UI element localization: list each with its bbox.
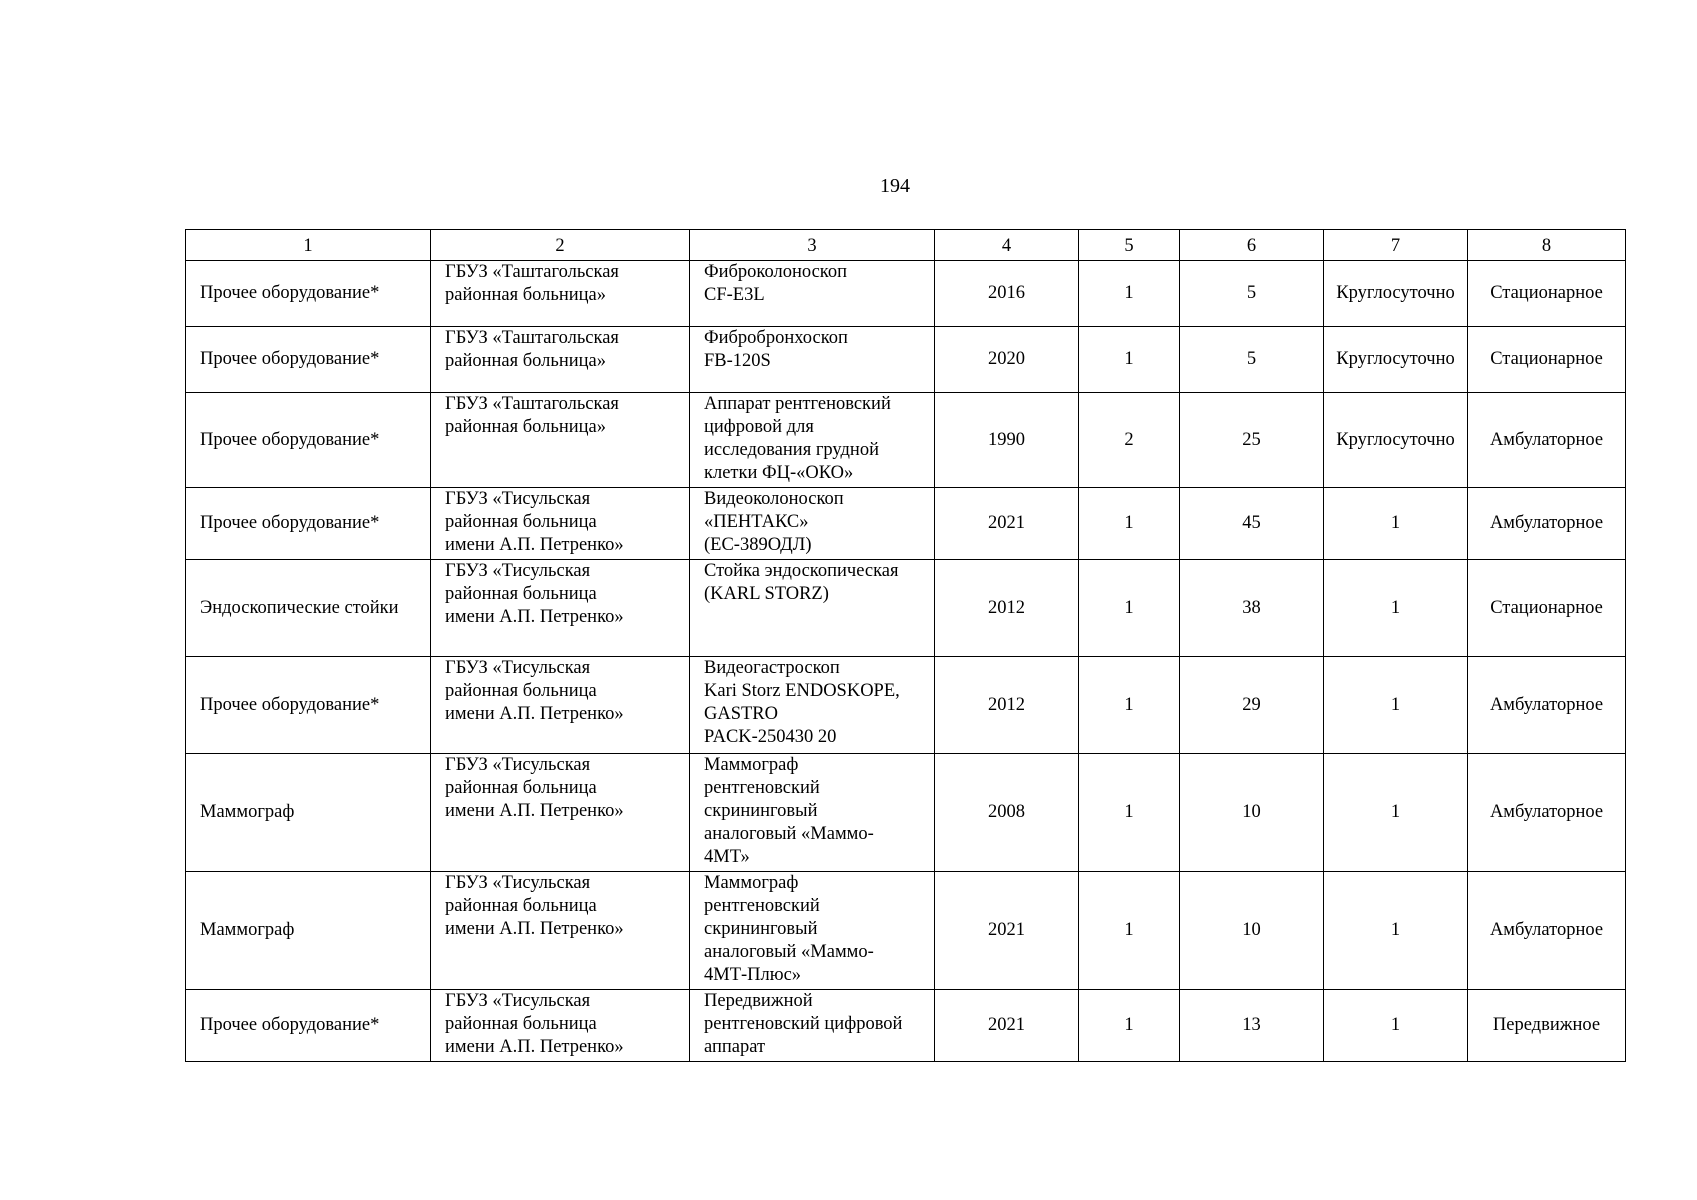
column-6-cell: 5 — [1180, 261, 1324, 327]
equipment-type-cell: Прочее оборудование* — [186, 327, 431, 393]
equipment-type-cell: Прочее оборудование* — [186, 393, 431, 488]
equipment-name-cell: Маммограф рентгеновский скрининговый аналоговый «Маммо- 4МТ-Плюс» — [690, 872, 935, 990]
column-7-cell: Круглосуточно — [1324, 327, 1468, 393]
organization-cell: ГБУЗ «Тисульская районная больница имени А.П. Петренко» — [431, 872, 690, 990]
column-6-cell: 13 — [1180, 990, 1324, 1062]
column-7-cell: 1 — [1324, 560, 1468, 657]
table-row — [186, 393, 1626, 488]
quantity-cell: 1 — [1079, 261, 1180, 327]
year-cell: 1990 — [935, 393, 1079, 488]
column-7-cell: 1 — [1324, 657, 1468, 754]
equipment-type-cell: Прочее оборудование* — [186, 261, 431, 327]
header-row — [186, 230, 1626, 261]
equipment-type-cell: Прочее оборудование* — [186, 990, 431, 1062]
quantity-cell: 1 — [1079, 560, 1180, 657]
column-6-cell: 29 — [1180, 657, 1324, 754]
table-row — [186, 261, 1626, 327]
equipment-name-cell: Фиброколоноскоп CF-E3L — [690, 261, 935, 327]
quantity-cell: 1 — [1079, 872, 1180, 990]
equipment-name-cell: Передвижной рентгеновский цифровой аппарат — [690, 990, 935, 1062]
equipment-type-cell: Маммограф — [186, 872, 431, 990]
quantity-cell: 2 — [1079, 393, 1180, 488]
column-6-cell: 45 — [1180, 488, 1324, 560]
column-7-cell: 1 — [1324, 872, 1468, 990]
column-7-cell: Круглосуточно — [1324, 393, 1468, 488]
organization-cell: ГБУЗ «Тисульская районная больница имени А.П. Петренко» — [431, 488, 690, 560]
year-cell: 2012 — [935, 657, 1079, 754]
organization-cell: ГБУЗ «Таштагольская районная больница» — [431, 261, 690, 327]
column-6-cell: 5 — [1180, 327, 1324, 393]
column-7-cell: 1 — [1324, 754, 1468, 872]
column-header: 1 — [186, 230, 431, 261]
organization-cell: ГБУЗ «Таштагольская районная больница» — [431, 393, 690, 488]
equipment-name-cell: Фибробронхоскоп FB-120S — [690, 327, 935, 393]
table-row — [186, 560, 1626, 657]
equipment-type-cell: Маммограф — [186, 754, 431, 872]
quantity-cell: 1 — [1079, 327, 1180, 393]
column-6-cell: 10 — [1180, 872, 1324, 990]
column-8-cell: Амбулаторное — [1468, 754, 1626, 872]
column-7-cell: 1 — [1324, 488, 1468, 560]
year-cell: 2021 — [935, 488, 1079, 560]
year-cell: 2008 — [935, 754, 1079, 872]
equipment-name-cell: Видеоколоноскоп «ПЕНТАКС» (ЕС-389ОДЛ) — [690, 488, 935, 560]
equipment-name-cell: Маммограф рентгеновский скрининговый аналоговый «Маммо- 4МТ» — [690, 754, 935, 872]
column-6-cell: 25 — [1180, 393, 1324, 488]
equipment-name-cell: Аппарат рентгеновский цифровой для исследования грудной клетки ФЦ-«ОКО» — [690, 393, 935, 488]
year-cell: 2016 — [935, 261, 1079, 327]
quantity-cell: 1 — [1079, 754, 1180, 872]
column-header: 2 — [431, 230, 690, 261]
column-8-cell: Передвижное — [1468, 990, 1626, 1062]
equipment-name-cell: Видеогастроскоп Kari Storz ENDOSKOPE, GASTRO PACK-250430 20 — [690, 657, 935, 754]
year-cell: 2021 — [935, 872, 1079, 990]
table-row — [186, 488, 1626, 560]
column-8-cell: Стационарное — [1468, 560, 1626, 657]
table-row — [186, 872, 1626, 990]
column-7-cell: Круглосуточно — [1324, 261, 1468, 327]
table-row — [186, 990, 1626, 1062]
year-cell: 2012 — [935, 560, 1079, 657]
quantity-cell: 1 — [1079, 657, 1180, 754]
column-header: 6 — [1180, 230, 1324, 261]
year-cell: 2021 — [935, 990, 1079, 1062]
column-header: 4 — [935, 230, 1079, 261]
column-8-cell: Амбулаторное — [1468, 488, 1626, 560]
table-row — [186, 657, 1626, 754]
table-row — [186, 327, 1626, 393]
organization-cell: ГБУЗ «Тисульская районная больница имени А.П. Петренко» — [431, 754, 690, 872]
equipment-type-cell: Прочее оборудование* — [186, 657, 431, 754]
column-6-cell: 10 — [1180, 754, 1324, 872]
column-7-cell: 1 — [1324, 990, 1468, 1062]
column-header: 5 — [1079, 230, 1180, 261]
quantity-cell: 1 — [1079, 488, 1180, 560]
quantity-cell: 1 — [1079, 990, 1180, 1062]
page-number: 194 — [880, 175, 910, 197]
column-8-cell: Стационарное — [1468, 327, 1626, 393]
column-header: 7 — [1324, 230, 1468, 261]
equipment-table — [185, 229, 1626, 1062]
column-8-cell: Амбулаторное — [1468, 872, 1626, 990]
organization-cell: ГБУЗ «Тисульская районная больница имени А.П. Петренко» — [431, 990, 690, 1062]
column-8-cell: Амбулаторное — [1468, 393, 1626, 488]
column-header: 3 — [690, 230, 935, 261]
column-8-cell: Стационарное — [1468, 261, 1626, 327]
organization-cell: ГБУЗ «Тисульская районная больница имени А.П. Петренко» — [431, 657, 690, 754]
column-8-cell: Амбулаторное — [1468, 657, 1626, 754]
organization-cell: ГБУЗ «Таштагольская районная больница» — [431, 327, 690, 393]
equipment-type-cell: Эндоскопические стойки — [186, 560, 431, 657]
equipment-name-cell: Стойка эндоскопическая (KARL STORZ) — [690, 560, 935, 657]
column-header: 8 — [1468, 230, 1626, 261]
year-cell: 2020 — [935, 327, 1079, 393]
equipment-type-cell: Прочее оборудование* — [186, 488, 431, 560]
organization-cell: ГБУЗ «Тисульская районная больница имени А.П. Петренко» — [431, 560, 690, 657]
table-row — [186, 754, 1626, 872]
column-6-cell: 38 — [1180, 560, 1324, 657]
